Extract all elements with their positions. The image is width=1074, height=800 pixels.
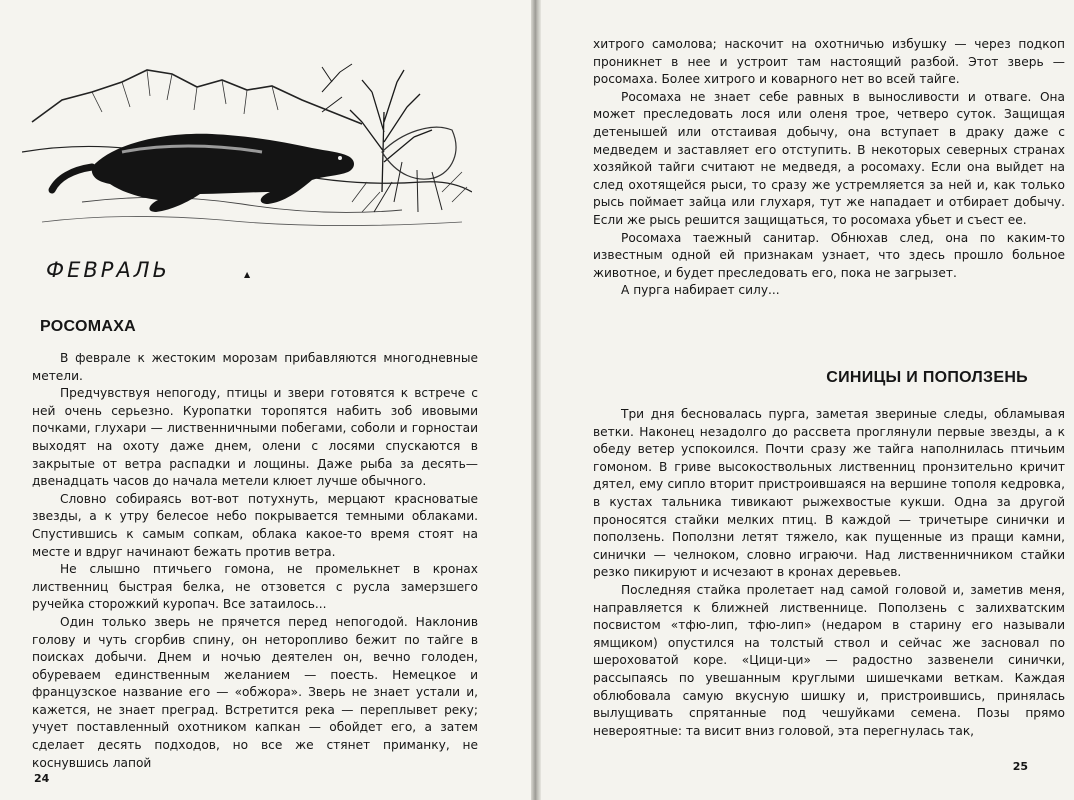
- section-title-tits-and-nuthatch: СИНИЦЫ И ПОПОЛЗЕНЬ: [826, 369, 1028, 386]
- right-page: [537, 0, 1074, 800]
- paragraph: Один только зверь не прячется перед непогодой. Наклонив голову и чуть сгорбив спину, он неторопливо бежит по тайге в поисках добычи. Днем и ночью деятелен он, вечно голоден, обуреваем единственным желанием — поесть. Немецкое и французское название его — «обжора». Зверь не знает устали и, кажется, не знает преград. Встретится река — переплывет реку; учует поставленный охотником капкан — обойдет его, а затем сделает десять подходов, но все же стянет приманку, не коснувшись лапой: [32, 614, 478, 770]
- wolverine-illustration: [22, 52, 472, 232]
- right-page-text-top: [593, 36, 1065, 300]
- paragraph: Предчувствуя непогоду, птицы и звери готовятся к встрече с ней очень серьезно. Куропатки торопятся набить зоб ивовыми почками, глухари — лиственничными побегами, соболи и горностаи выходят на охоту даже днем, олени с лосями спускаются в закрытые от ветра распадки и лощины. Даже рыба за десять—двенадцать часов до начала метели клюет лучше обычного.: [32, 386, 478, 489]
- left-page-text: [32, 350, 478, 772]
- month-title: ФЕВРАЛЬ: [46, 258, 170, 282]
- paragraph: Три дня бесновалась пурга, заметая звериные следы, обламывая ветки. Наконец незадолго до рассвета проглянули первые звезды, а к обеду ветер успокоился. Почти сразу же тайга наполнилась птичьим гомоном. В гриве высокоствольных лиственниц пронзительно кричит дятел, ему сипло вторит пристроившаяся на вершине тополя кедровка, в кустах тальника тивикают рыжехвостые кукши. Одна за другой проносятся стайки мелких птиц. В каждой — тричетыре синички и поползень. Поползни летят тяжело, как пущенные из пращи камни, синички — челноком, словно играючи. Над лиственничником стайки резко пикируют и исчезают в кронах деревьев.: [593, 407, 1065, 580]
- paragraph: Не слышно птичьего гомона, не промелькнет в кронах лиственниц быстрая белка, не отзовется с русла замерзшего ручейка сторожкий куропач. Все затаилось...: [32, 562, 478, 612]
- print-mark: ▲: [244, 270, 251, 279]
- paragraph: хитрого самолова; наскочит на охотничью избушку — через подкоп проникнет в нее и устроит там настоящий разбой. Этот зверь — росомаха. Более хитрого и коварного нет во всей тайге.: [593, 37, 1065, 87]
- right-page-text-bottom: [593, 406, 1065, 740]
- page-number-right: 25: [1012, 760, 1028, 773]
- paragraph: Росомаха таежный санитар. Обнюхав след, она по каким-то известным одной ей признакам узнает, что здесь прошло больное животное, и будет преследовать его, пока не загрызет.: [593, 230, 1065, 280]
- paragraph: Последняя стайка пролетает над самой головой и, заметив меня, направляется к ближней лиственнице. Поползень с залихватским посвистом «тфю-лип, тфю-лип» (недаром в старину его называли ямщиком) опустился на толстый ствол и сейчас же засновал по шероховатой коре. «Цици-ци» — радостно зазвенели синички, рассыпаясь по увешанным круглыми шишечками веткам. Каждая облюбовала самую вкусную шишку и, пристроившись, принялась вылущивать спрятанные под чешуйками семена. Позы прямо невероятные: та висит вниз головой, эта перегнулась так,: [593, 582, 1065, 738]
- paragraph: А пурга набирает силу...: [621, 283, 780, 298]
- section-title-wolverine: РОСОМАХА: [40, 318, 137, 335]
- book-gutter: [531, 0, 541, 800]
- paragraph: В феврале к жестоким морозам прибавляются многодневные метели.: [32, 351, 478, 383]
- paragraph: Словно собираясь вот-вот потухнуть, мерцают красноватые звезды, а к утру белесое небо покрывается темными облаками. Спустившись к самым сопкам, облака какое-то время стоят на месте и вдруг начинают бежать против ветра.: [32, 491, 478, 559]
- page-number-left: 24: [34, 772, 50, 785]
- paragraph: Росомаха не знает себе равных в выносливости и отваге. Она может преследовать лося или оленя трое, четверо суток. Защищая детенышей или отстаивая добычу, она вступает в драку даже с медведем и заставляет его отступить. В некоторых северных странах хозяйкой тайги считают не медведя, а росомаху. Если она выйдет на след охотящейся рыси, то сразу же устремляется за ней и, как только рысь поймает зайца или глухаря, тут же нападает и отбирает добычу. Если же рысь решится защищаться, то росомаха убьет и съест ее.: [593, 89, 1065, 227]
